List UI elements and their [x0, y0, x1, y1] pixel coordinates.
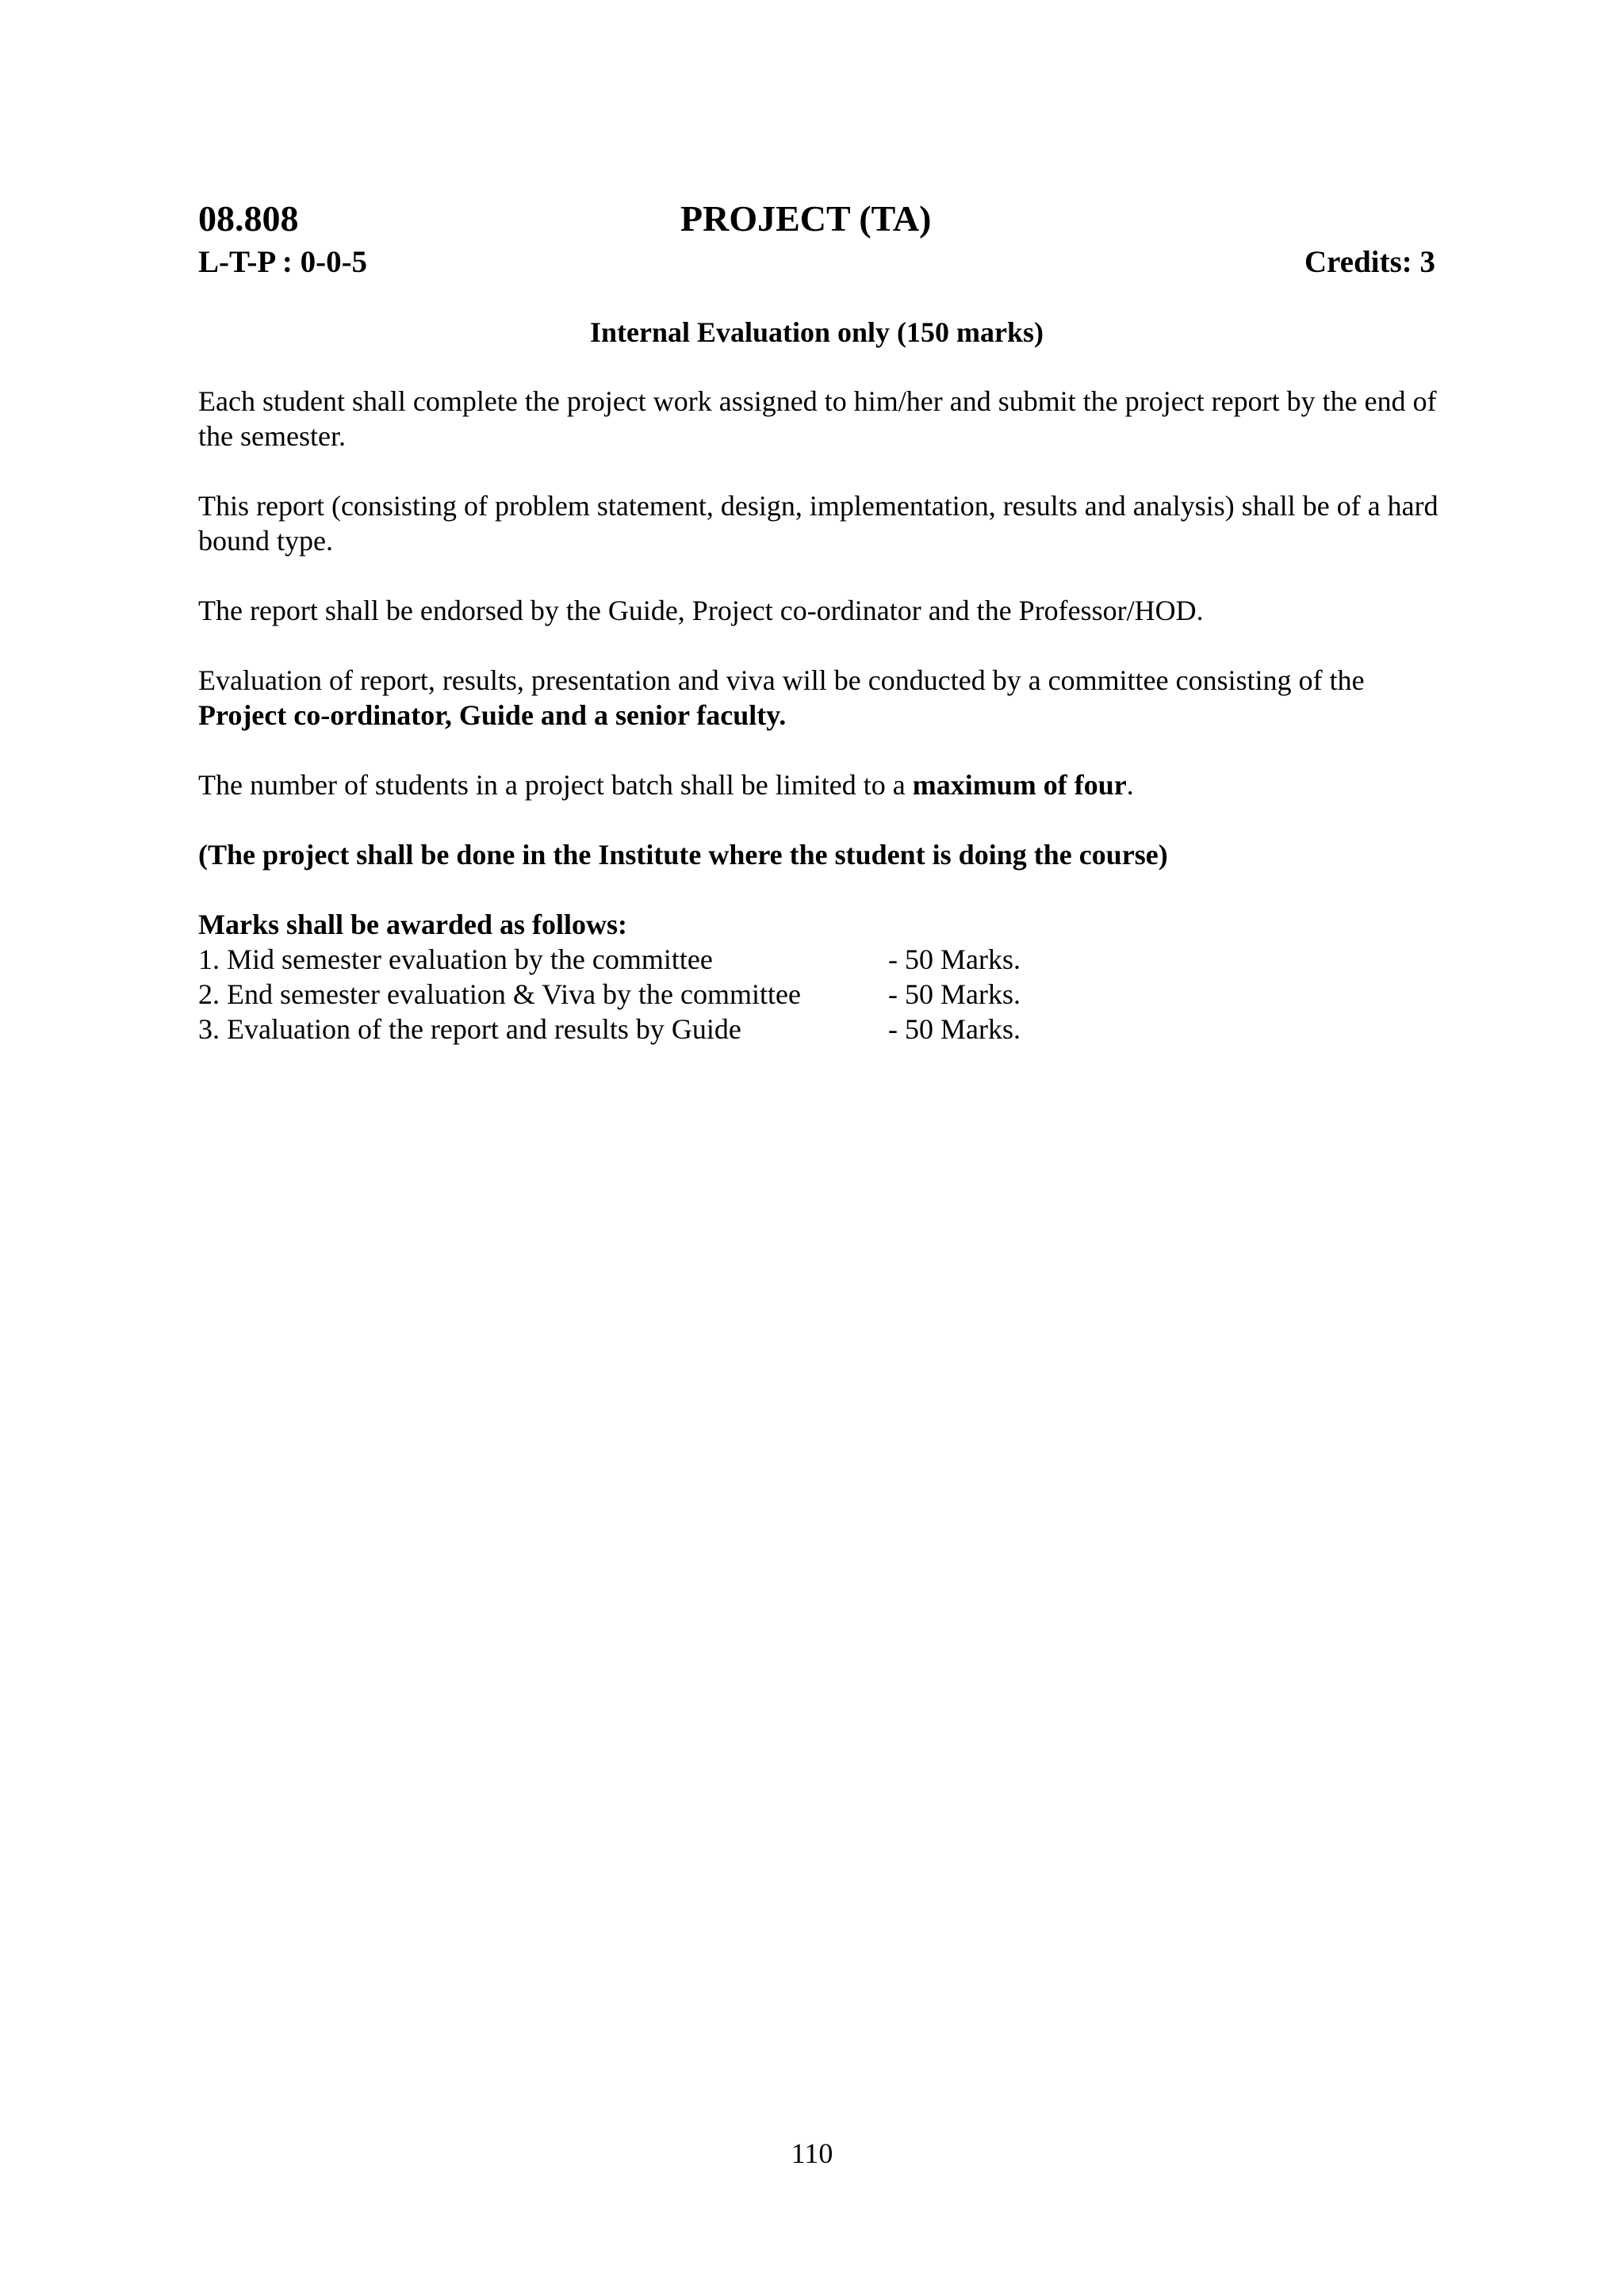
batch-size-limit: maximum of four — [912, 769, 1127, 801]
marks-section — [198, 907, 1150, 1047]
ltp-label: L-T-P : 0-0-5 — [198, 245, 368, 279]
evaluation-committee-text: Evaluation of report, results, presentation and viva will be conducted by a committee consisting of the — [198, 664, 1365, 696]
course-title: PROJECT (TA) — [680, 198, 932, 239]
marks-item-value: - 50 Marks. — [888, 1013, 1021, 1045]
marks-item-value: - 50 Marks. — [888, 943, 1021, 975]
paragraph-evaluation-committee — [198, 663, 1447, 733]
paragraph-submission: Each student shall complete the project work assigned to him/her and submit the project report by the end of the semester. — [198, 385, 1437, 452]
page-number: 110 — [791, 2137, 833, 2169]
marks-heading: Marks shall be awarded as follows: — [198, 909, 628, 940]
marks-row — [198, 942, 1150, 977]
marks-item-label: 1. Mid semester evaluation by the committee — [198, 943, 713, 975]
marks-row — [198, 1012, 1150, 1047]
marks-item-label: 2. End semester evaluation & Viva by the committee — [198, 978, 801, 1010]
batch-size-end: . — [1126, 769, 1134, 801]
paragraph-report-format: This report (consisting of problem statement, design, implementation, results and analysis) shall be of a hard bound type. — [198, 490, 1438, 557]
evaluation-committee-members: Project co-ordinator, Guide and a senior faculty. — [198, 699, 787, 731]
course-code: 08.808 — [198, 198, 299, 239]
marks-row — [198, 977, 1150, 1012]
course-header — [198, 195, 1435, 243]
paragraph-institute-note: (The project shall be done in the Institute where the student is doing the course) — [198, 839, 1168, 871]
course-meta — [198, 243, 1435, 282]
batch-size-text: The number of students in a project batch shall be limited to a — [198, 769, 913, 801]
marks-item-value: - 50 Marks. — [888, 978, 1021, 1010]
credits-label: Credits: 3 — [1304, 245, 1435, 279]
paragraph-batch-size — [198, 767, 1447, 802]
paragraph-endorsement: The report shall be endorsed by the Guide, Project co-ordinator and the Professor/HOD. — [198, 595, 1204, 626]
marks-item-label: 3. Evaluation of the report and results by Guide — [198, 1013, 741, 1045]
evaluation-heading: Internal Evaluation only (150 marks) — [589, 316, 1044, 348]
